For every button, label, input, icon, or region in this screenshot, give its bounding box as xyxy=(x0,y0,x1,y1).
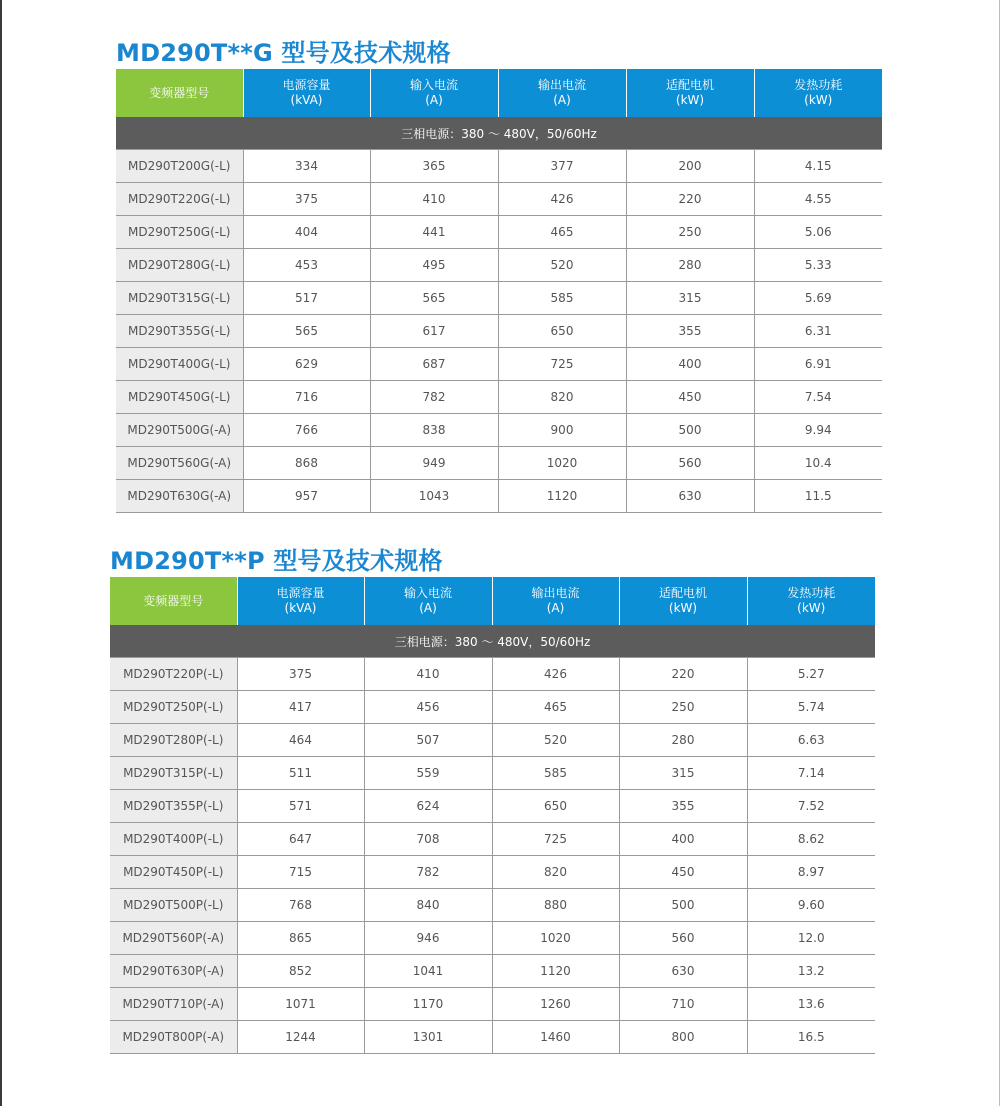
column-header-label: 电源容量 xyxy=(276,586,325,600)
value-cell: 1260 xyxy=(492,988,619,1021)
column-header-label: 变频器型号 xyxy=(149,85,210,100)
table-row xyxy=(116,249,882,282)
table-row xyxy=(116,414,882,447)
value-cell: 1041 xyxy=(364,955,492,988)
table-row xyxy=(110,823,875,856)
value-cell: 782 xyxy=(370,381,498,414)
value-cell: 559 xyxy=(364,757,492,790)
value-cell: 565 xyxy=(370,282,498,315)
value-cell: 495 xyxy=(370,249,498,282)
value-cell: 6.63 xyxy=(747,724,875,757)
value-cell: 946 xyxy=(364,922,492,955)
value-cell: 900 xyxy=(498,414,626,447)
value-cell: 334 xyxy=(243,150,370,183)
value-cell: 500 xyxy=(626,414,754,447)
value-cell: 365 xyxy=(370,150,498,183)
value-cell: 6.91 xyxy=(754,348,882,381)
model-cell: MD290T200G(-L) xyxy=(116,150,243,183)
value-cell: 426 xyxy=(492,658,619,691)
header-row xyxy=(116,69,882,117)
value-cell: 410 xyxy=(364,658,492,691)
column-header-unit: (A) xyxy=(419,601,437,615)
value-cell: 16.5 xyxy=(747,1021,875,1054)
column-header xyxy=(619,577,747,625)
value-cell: 630 xyxy=(626,480,754,513)
value-cell: 820 xyxy=(492,856,619,889)
column-header-label: 变频器型号 xyxy=(143,593,204,608)
value-cell: 800 xyxy=(619,1021,747,1054)
column-header-unit: (kW) xyxy=(804,93,833,107)
column-header-label: 适配电机 xyxy=(658,586,707,600)
table-row xyxy=(110,922,875,955)
column-header-model xyxy=(110,577,237,625)
value-cell: 1043 xyxy=(370,480,498,513)
model-cell: MD290T220P(-L) xyxy=(110,658,237,691)
value-cell: 464 xyxy=(237,724,364,757)
model-cell: MD290T220G(-L) xyxy=(116,183,243,216)
table-row xyxy=(110,691,875,724)
model-cell: MD290T560P(-A) xyxy=(110,922,237,955)
value-cell: 710 xyxy=(619,988,747,1021)
spec-table-g xyxy=(116,69,882,513)
value-cell: 1244 xyxy=(237,1021,364,1054)
value-cell: 768 xyxy=(237,889,364,922)
value-cell: 585 xyxy=(492,757,619,790)
value-cell: 715 xyxy=(237,856,364,889)
column-header xyxy=(370,69,498,117)
value-cell: 766 xyxy=(243,414,370,447)
column-header-label: 电源容量 xyxy=(282,78,331,92)
column-header-label: 发热功耗 xyxy=(794,78,843,92)
column-header-unit: (kW) xyxy=(675,93,705,107)
table-row xyxy=(110,988,875,1021)
value-cell: 11.5 xyxy=(754,480,882,513)
spec-section-g xyxy=(116,38,882,513)
column-header-label: 输出电流 xyxy=(537,78,586,92)
value-cell: 355 xyxy=(626,315,754,348)
value-cell: 5.06 xyxy=(754,216,882,249)
model-cell: MD290T250P(-L) xyxy=(110,691,237,724)
value-cell: 585 xyxy=(498,282,626,315)
value-cell: 852 xyxy=(237,955,364,988)
value-cell: 9.60 xyxy=(747,889,875,922)
power-supply-band: 三相电源：380 ～ 480V，50/60Hz xyxy=(116,117,882,150)
value-cell: 13.6 xyxy=(747,988,875,1021)
model-cell: MD290T355P(-L) xyxy=(110,790,237,823)
table-row xyxy=(116,381,882,414)
value-cell: 571 xyxy=(237,790,364,823)
value-cell: 949 xyxy=(370,447,498,480)
value-cell: 624 xyxy=(364,790,492,823)
value-cell: 517 xyxy=(243,282,370,315)
section-title-p: MD290T**P 型号及技术规格 xyxy=(110,547,443,575)
value-cell: 507 xyxy=(364,724,492,757)
model-cell: MD290T710P(-A) xyxy=(110,988,237,1021)
value-cell: 250 xyxy=(619,691,747,724)
value-cell: 280 xyxy=(626,249,754,282)
column-header xyxy=(492,577,619,625)
value-cell: 456 xyxy=(364,691,492,724)
page-left-border xyxy=(0,0,2,1106)
model-cell: MD290T400G(-L) xyxy=(116,348,243,381)
value-cell: 375 xyxy=(237,658,364,691)
table-row xyxy=(110,955,875,988)
value-cell: 465 xyxy=(492,691,619,724)
column-header-unit: (A) xyxy=(553,93,571,107)
value-cell: 868 xyxy=(243,447,370,480)
value-cell: 838 xyxy=(370,414,498,447)
value-cell: 315 xyxy=(626,282,754,315)
table-row xyxy=(116,447,882,480)
value-cell: 4.55 xyxy=(754,183,882,216)
value-cell: 687 xyxy=(370,348,498,381)
value-cell: 10.4 xyxy=(754,447,882,480)
value-cell: 220 xyxy=(626,183,754,216)
model-cell: MD290T500G(-A) xyxy=(116,414,243,447)
value-cell: 6.31 xyxy=(754,315,882,348)
value-cell: 375 xyxy=(243,183,370,216)
model-cell: MD290T400P(-L) xyxy=(110,823,237,856)
column-header-label: 输入电流 xyxy=(403,586,452,600)
value-cell: 377 xyxy=(498,150,626,183)
column-header-unit: (kVA) xyxy=(290,93,323,107)
value-cell: 13.2 xyxy=(747,955,875,988)
value-cell: 465 xyxy=(498,216,626,249)
section-title-g: MD290T**G 型号及技术规格 xyxy=(116,39,451,67)
model-cell: MD290T280G(-L) xyxy=(116,249,243,282)
value-cell: 410 xyxy=(370,183,498,216)
table-row xyxy=(110,658,875,691)
column-header-model xyxy=(116,69,243,117)
table-row xyxy=(110,856,875,889)
table-row xyxy=(116,183,882,216)
value-cell: 7.14 xyxy=(747,757,875,790)
value-cell: 5.74 xyxy=(747,691,875,724)
value-cell: 650 xyxy=(498,315,626,348)
model-cell: MD290T630P(-A) xyxy=(110,955,237,988)
power-supply-band-row xyxy=(110,625,875,658)
spec-section-p xyxy=(110,546,875,1054)
column-header xyxy=(626,69,754,117)
header-row xyxy=(110,577,875,625)
table-row xyxy=(110,724,875,757)
value-cell: 1460 xyxy=(492,1021,619,1054)
power-supply-band-row xyxy=(116,117,882,150)
value-cell: 840 xyxy=(364,889,492,922)
value-cell: 250 xyxy=(626,216,754,249)
value-cell: 1020 xyxy=(492,922,619,955)
value-cell: 1020 xyxy=(498,447,626,480)
value-cell: 441 xyxy=(370,216,498,249)
value-cell: 280 xyxy=(619,724,747,757)
column-header xyxy=(747,577,875,625)
value-cell: 9.94 xyxy=(754,414,882,447)
value-cell: 7.52 xyxy=(747,790,875,823)
model-cell: MD290T280P(-L) xyxy=(110,724,237,757)
value-cell: 400 xyxy=(619,823,747,856)
value-cell: 220 xyxy=(619,658,747,691)
value-cell: 560 xyxy=(626,447,754,480)
value-cell: 450 xyxy=(626,381,754,414)
value-cell: 560 xyxy=(619,922,747,955)
value-cell: 8.97 xyxy=(747,856,875,889)
value-cell: 404 xyxy=(243,216,370,249)
value-cell: 500 xyxy=(619,889,747,922)
value-cell: 957 xyxy=(243,480,370,513)
table-row xyxy=(116,150,882,183)
table-row xyxy=(110,757,875,790)
model-cell: MD290T315P(-L) xyxy=(110,757,237,790)
value-cell: 417 xyxy=(237,691,364,724)
model-cell: MD290T355G(-L) xyxy=(116,315,243,348)
value-cell: 5.27 xyxy=(747,658,875,691)
column-header-unit: (A) xyxy=(425,93,443,107)
value-cell: 1170 xyxy=(364,988,492,1021)
value-cell: 7.54 xyxy=(754,381,882,414)
model-cell: MD290T800P(-A) xyxy=(110,1021,237,1054)
value-cell: 453 xyxy=(243,249,370,282)
model-cell: MD290T630G(-A) xyxy=(116,480,243,513)
table-row xyxy=(110,790,875,823)
value-cell: 650 xyxy=(492,790,619,823)
column-header-label: 输入电流 xyxy=(409,78,458,92)
column-header xyxy=(237,577,364,625)
value-cell: 8.62 xyxy=(747,823,875,856)
value-cell: 5.33 xyxy=(754,249,882,282)
value-cell: 12.0 xyxy=(747,922,875,955)
column-header-label: 发热功耗 xyxy=(787,586,836,600)
value-cell: 1120 xyxy=(498,480,626,513)
value-cell: 617 xyxy=(370,315,498,348)
column-header xyxy=(498,69,626,117)
value-cell: 1301 xyxy=(364,1021,492,1054)
table-row xyxy=(116,282,882,315)
value-cell: 880 xyxy=(492,889,619,922)
column-header-unit: (kW) xyxy=(668,601,698,615)
model-cell: MD290T500P(-L) xyxy=(110,889,237,922)
model-cell: MD290T250G(-L) xyxy=(116,216,243,249)
value-cell: 630 xyxy=(619,955,747,988)
value-cell: 629 xyxy=(243,348,370,381)
value-cell: 725 xyxy=(498,348,626,381)
spec-table-p xyxy=(110,577,875,1054)
value-cell: 520 xyxy=(492,724,619,757)
value-cell: 400 xyxy=(626,348,754,381)
value-cell: 355 xyxy=(619,790,747,823)
value-cell: 565 xyxy=(243,315,370,348)
table-row xyxy=(116,216,882,249)
table-row xyxy=(116,315,882,348)
column-header xyxy=(364,577,492,625)
value-cell: 511 xyxy=(237,757,364,790)
model-cell: MD290T560G(-A) xyxy=(116,447,243,480)
column-header xyxy=(754,69,882,117)
value-cell: 426 xyxy=(498,183,626,216)
column-header-label: 输出电流 xyxy=(531,586,580,600)
value-cell: 725 xyxy=(492,823,619,856)
table-row xyxy=(116,348,882,381)
table-row xyxy=(110,889,875,922)
value-cell: 5.69 xyxy=(754,282,882,315)
value-cell: 1071 xyxy=(237,988,364,1021)
column-header xyxy=(243,69,370,117)
value-cell: 4.15 xyxy=(754,150,882,183)
value-cell: 708 xyxy=(364,823,492,856)
model-cell: MD290T450P(-L) xyxy=(110,856,237,889)
value-cell: 520 xyxy=(498,249,626,282)
model-cell: MD290T315G(-L) xyxy=(116,282,243,315)
power-supply-band: 三相电源：380 ～ 480V，50/60Hz xyxy=(110,625,875,658)
column-header-unit: (kVA) xyxy=(284,601,317,615)
value-cell: 200 xyxy=(626,150,754,183)
column-header-unit: (kW) xyxy=(797,601,826,615)
value-cell: 1120 xyxy=(492,955,619,988)
value-cell: 315 xyxy=(619,757,747,790)
value-cell: 647 xyxy=(237,823,364,856)
table-row xyxy=(116,480,882,513)
value-cell: 450 xyxy=(619,856,747,889)
model-cell: MD290T450G(-L) xyxy=(116,381,243,414)
value-cell: 820 xyxy=(498,381,626,414)
column-header-unit: (A) xyxy=(546,601,565,615)
table-row xyxy=(110,1021,875,1054)
value-cell: 716 xyxy=(243,381,370,414)
value-cell: 865 xyxy=(237,922,364,955)
value-cell: 782 xyxy=(364,856,492,889)
column-header-label: 适配电机 xyxy=(665,78,714,92)
